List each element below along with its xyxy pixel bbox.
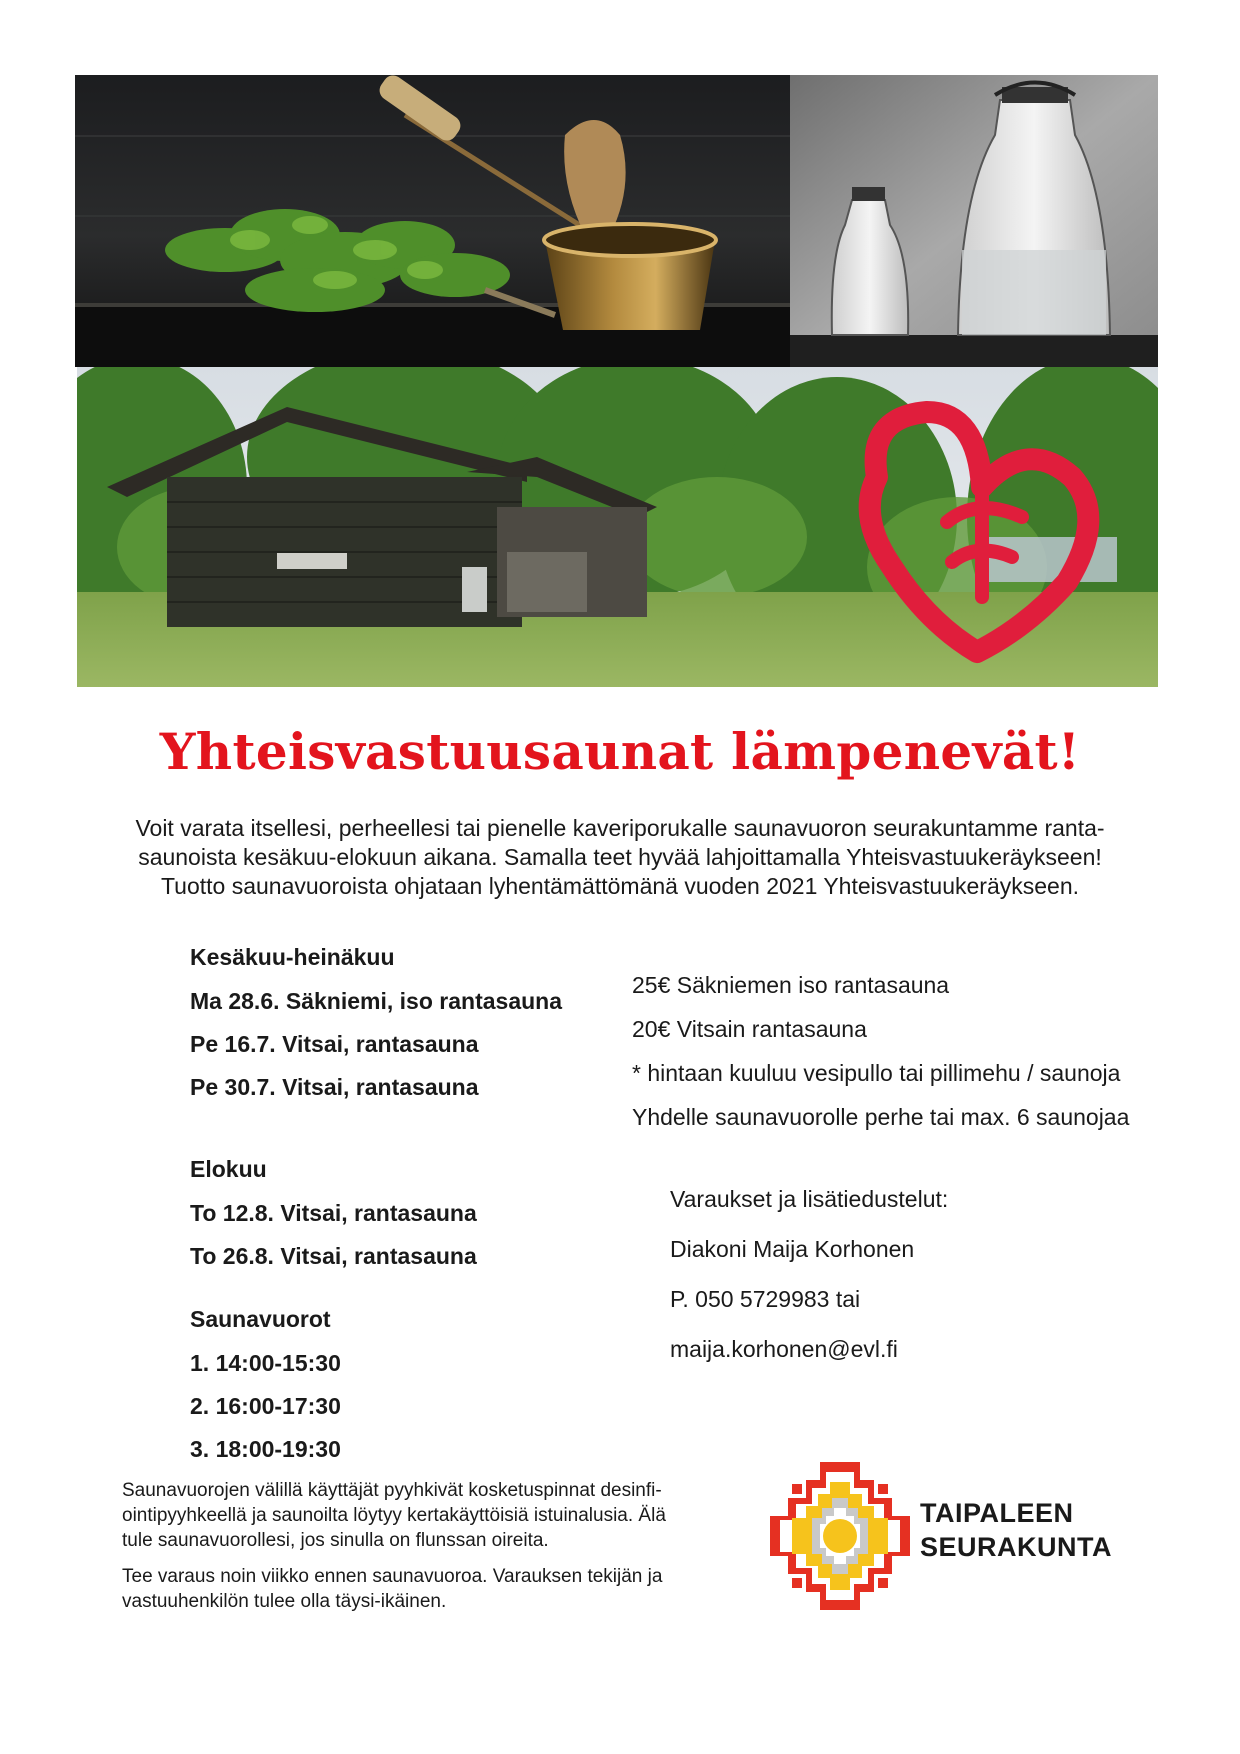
intro-line: Tuotto saunavuoroista ohjataan lyhentämättömänä vuoden 2021 Yhteisvastuukeräykseen.	[160, 873, 1080, 899]
page-title: Yhteisvastuusaunat lämpenevät!	[159, 722, 1081, 781]
schedule-june-july	[190, 944, 610, 1117]
schedule-heading: Kesäkuu-heinäkuu	[190, 944, 395, 970]
price-item: 25€ Säkniemen iso rantasauna	[632, 972, 950, 998]
schedule-august	[190, 1156, 610, 1286]
price-note: * hintaan kuuluu vesipullo tai pillimehu / saunoja	[632, 1060, 1121, 1086]
schedule-date: Pe 16.7. Vitsai, rantasauna	[190, 1031, 479, 1057]
slot-time: 2. 16:00-17:30	[190, 1393, 341, 1419]
contact-phone: P. 050 5729983 tai	[670, 1286, 861, 1312]
note-line: vastuuhenkilön tulee olla täysi-ikäinen.	[122, 1591, 447, 1612]
schedule-date: Ma 28.6. Säkniemi, iso rantasauna	[190, 988, 562, 1014]
hygiene-note	[122, 1478, 772, 1553]
glass-bottles-illustration	[790, 75, 1158, 367]
contact-name: Diakoni Maija Korhonen	[670, 1236, 915, 1262]
photo-sauna-bucket	[75, 75, 790, 367]
price-item: 20€ Vitsain rantasauna	[632, 1016, 867, 1042]
sauna-cabin-illustration	[77, 367, 1158, 687]
contact-block	[670, 1186, 1090, 1386]
capacity-note: Yhdelle saunavuorolle perhe tai max. 6 saunojaa	[632, 1104, 1130, 1130]
intro-line: Voit varata itsellesi, perheellesi tai pienelle kaveriporukalle saunavuoron seurakuntamme ranta-	[135, 815, 1105, 841]
church-cross-icon	[770, 1462, 910, 1610]
schedule-date: Pe 30.7. Vitsai, rantasauna	[190, 1074, 479, 1100]
price-list	[632, 972, 1192, 1148]
note-line: Saunavuorojen välillä käyttäjät pyyhkivät kosketuspinnat desinfi-	[122, 1480, 662, 1501]
intro-line: saunoista kesäkuu-elokuun aikana. Samalla teet hyvää lahjoittamalla Yhteisvastuukeräykseen!	[138, 844, 1102, 870]
schedule-date: To 12.8. Vitsai, rantasauna	[190, 1200, 477, 1226]
schedule-heading: Elokuu	[190, 1156, 267, 1182]
logo-line: TAIPALEEN	[920, 1498, 1074, 1528]
contact-email[interactable]: maija.korhonen@evl.fi	[670, 1336, 898, 1362]
slot-time: 1. 14:00-15:30	[190, 1350, 341, 1376]
note-line: Tee varaus noin viikko ennen saunavuoroa. Varauksen tekijän ja	[122, 1566, 663, 1587]
logo-line: SEURAKUNTA	[920, 1532, 1112, 1562]
note-line: tule saunavuorollesi, jos sinulla on flunssan oireita.	[122, 1530, 549, 1551]
slot-time: 3. 18:00-19:30	[190, 1436, 341, 1462]
notes	[122, 1478, 772, 1625]
schedule-slots	[190, 1306, 610, 1479]
schedule-date: To 26.8. Vitsai, rantasauna	[190, 1243, 477, 1269]
church-logo-text	[920, 1496, 1112, 1564]
contact-heading: Varaukset ja lisätiedustelut:	[670, 1186, 949, 1212]
note-line: ointipyyhkeellä ja saunoilta löytyy kertakäyttöisiä istuinalusia. Älä	[122, 1505, 666, 1526]
slots-heading: Saunavuorot	[190, 1306, 331, 1332]
booking-note	[122, 1564, 772, 1614]
photo-sauna-cabin	[77, 367, 1158, 687]
sauna-bucket-illustration	[75, 75, 790, 367]
intro-text	[110, 814, 1130, 901]
photo-glass-bottles	[790, 75, 1158, 367]
